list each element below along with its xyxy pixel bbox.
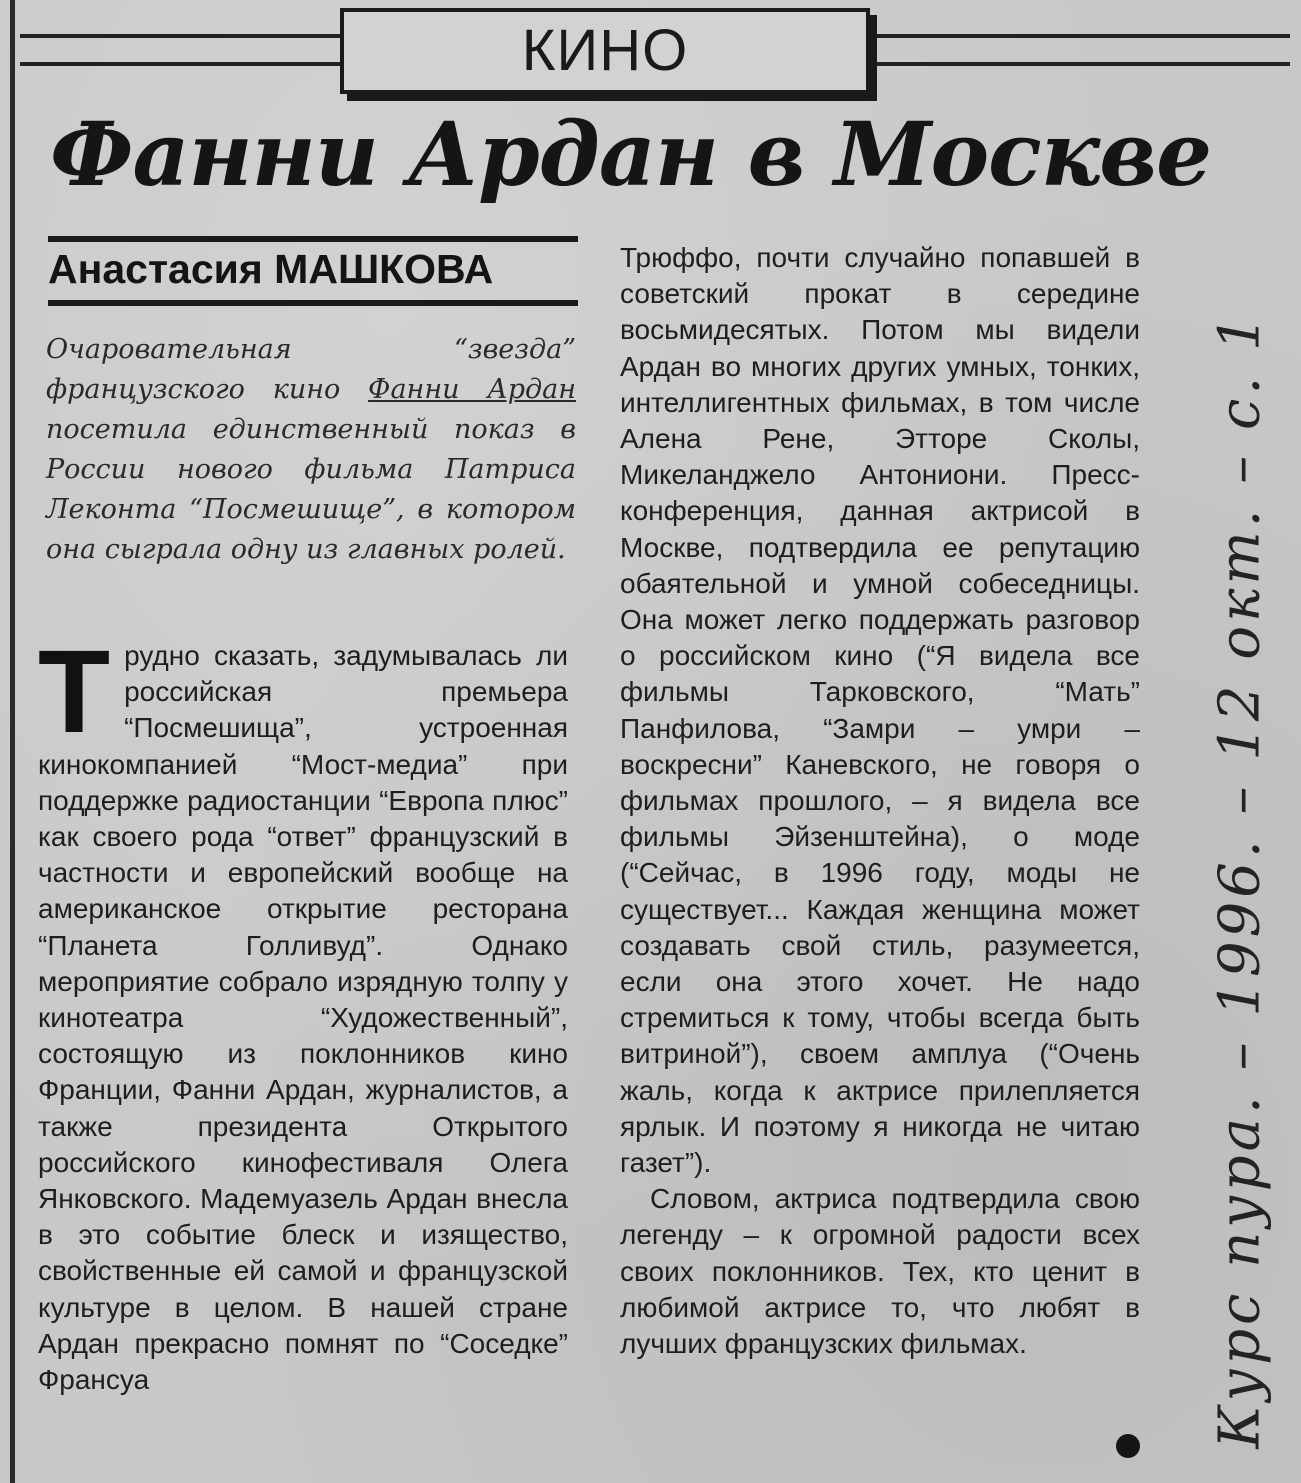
article-text-right-1: Трюффо, почти случайно попавшей в советский прокат в середине восьмидесятых. Потом мы видели Ардан во многих других умных, тонких, интеллигентных фильмах, в том числе Алена Рене, Этторе Сколы, Микеланджело Антониони. Пресс-конференция, данная актрисой в Москве, подтвердила ее репутацию обаятельной и умной собеседницы. Она может легко поддержать разговор о российском кино (“Я видела все фильмы Тарковского, “Мать” Панфилова, “Замри – умри – воскресни” Каневского, не говоря о фильмах прошлого, – я видела все фильмы Эйзенштейна), о моде (“Сейчас, в 1996 году, моды не существует... Каждая женщина может создавать свой стиль, разумеется, если она этого хочет. Не надо стремиться к тому, чтобы всегда быть витриной”), своем амплуа (“Очень жаль, когда к актрисе прилепляется ярлык. И поэтому я никогда не читаю газет”). bbox=[620, 242, 1140, 1179]
lead-text-start: Очаровательная “звезда” французского кино bbox=[46, 334, 576, 405]
byline: Анастасия МАШКОВА bbox=[48, 246, 494, 292]
lead-paragraph bbox=[46, 330, 576, 570]
rubric-label: КИНО bbox=[521, 18, 689, 83]
byline-rule-bottom bbox=[48, 300, 578, 306]
article-column-left bbox=[38, 626, 568, 1398]
end-of-article-mark bbox=[1116, 1434, 1140, 1458]
byline-rule-top bbox=[48, 236, 578, 242]
article-text-right-2: Словом, актриса подтвердила свою легенду – к огромной радости всех своих поклонников. Тех, кто ценит в любимой актрисе то, что любят в лучших французских фильмах. bbox=[620, 1183, 1140, 1360]
lead-actress-name: Фанни Ардан bbox=[368, 374, 576, 405]
rubric-rule-right bbox=[870, 34, 1290, 38]
handwritten-note-text: Курс пура. – 1996. – 12 окт. – с. 1 bbox=[1207, 311, 1273, 1449]
rubric-rule-right-2 bbox=[870, 62, 1290, 66]
drop-cap: Т bbox=[38, 626, 111, 758]
headline: Фанни Ардан в Москве bbox=[50, 102, 1212, 206]
article-text-left: рудно сказать, задумывалась ли российская премьера “Посмешища”, устроенная кинокомпанией “Мост-медиа” при поддержке радиостанции “Европа плюс” как своего рода “ответ” французский в частности и европейский вообще на американское открытие ресторана “Планета Голливуд”. Однако мероприятие собрало изрядную толпу у кинотеатра “Художественный”, состоящую из поклонников кино Франции, Фанни Ардан, журналистов, а также президента Открытого российского кинофестиваля Олега Янковского. Мадемуазель Ардан внесла в это событие блеск и изящество, свойственные ей самой и французской культуре в целом. В нашей стране Ардан прекрасно помнят по “Соседке” Франсуа bbox=[38, 640, 568, 1396]
rubric-rule-left-2 bbox=[20, 62, 340, 66]
lead-text-end: посетила единственный показ в России нового фильма Патриса Леконта “Посмешище”, в котором она сыграла одну из главных ролей. bbox=[46, 414, 576, 565]
rubric-box bbox=[340, 8, 870, 94]
rubric-rule-left bbox=[20, 34, 340, 38]
clipping-left-border bbox=[10, 0, 15, 1483]
article-column-right bbox=[620, 240, 1140, 1362]
